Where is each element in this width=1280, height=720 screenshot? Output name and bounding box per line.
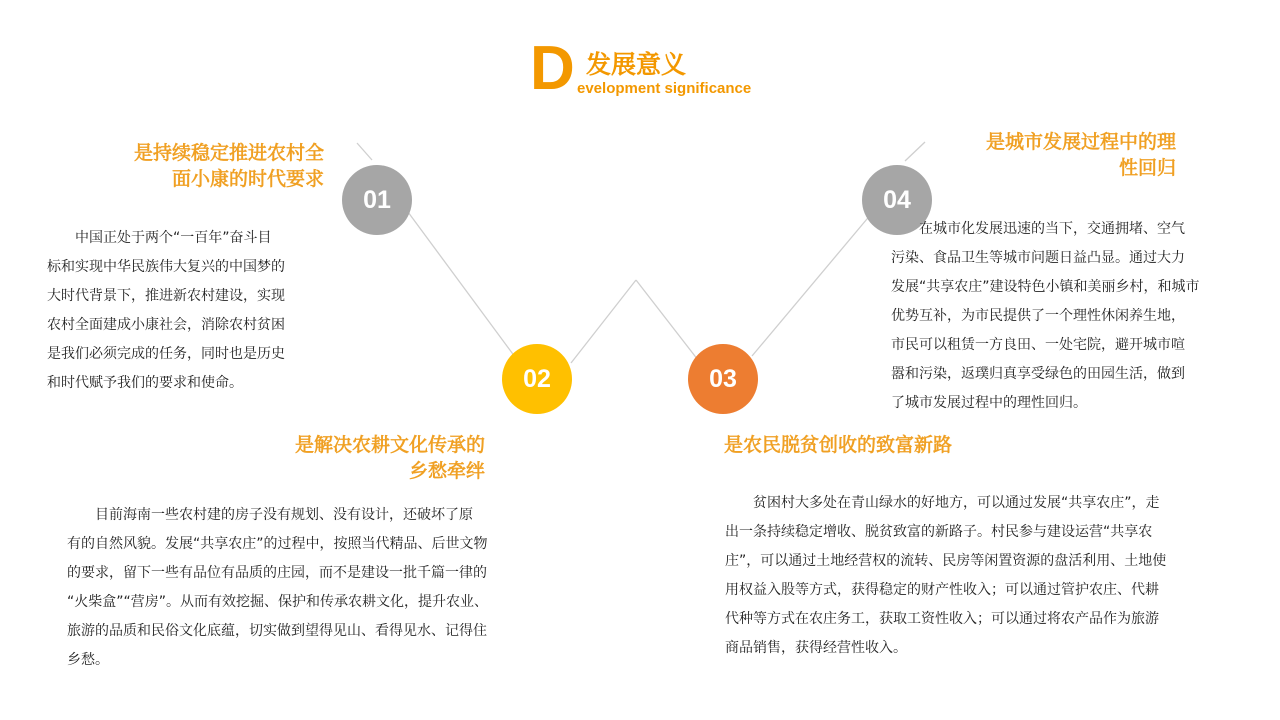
section-03-body [725, 489, 1166, 663]
logo-letter-d: D [530, 34, 575, 103]
page-subtitle: evelopment significance [577, 80, 752, 97]
section-02-title-line: 乡愁牵绊 [408, 460, 485, 482]
section-02-body [67, 501, 488, 675]
section-03-body-line: 用权益入股等方式，获得稳定的财产性收入；可以通过管护农庄、代耕 [725, 582, 1159, 598]
section-02-body-line: 有的自然风貌。发展“共享农庄”的过程中，按照当代精品、后世文物 [67, 536, 488, 552]
connector-line-top-right [905, 142, 925, 161]
section-01-title [94, 140, 324, 192]
section-04-body-line: 污染、食品卫生等城市问题日益凸显。通过大力 [891, 250, 1185, 266]
section-03-title [724, 432, 952, 458]
connector-line-02-peak [571, 280, 636, 363]
section-04-body-line: 在城市化发展迅速的当下，交通拥堵、空气 [891, 221, 1185, 237]
section-04-title-line: 性回归 [1118, 157, 1176, 179]
page-title: 发展意义 [586, 50, 687, 79]
section-03-body-line: 贫困村大多处在青山绿水的好地方，可以通过发展“共享农庄”，走 [725, 495, 1160, 511]
connector-line-top-left [357, 143, 372, 160]
section-01-body-line: 中国正处于两个“一百年”奋斗目 [47, 230, 272, 246]
section-03-body-line: 庄”，可以通过土地经营权的流转、民房等闲置资源的盘活利用、土地使 [725, 553, 1167, 569]
circle-01: 01 [342, 165, 412, 235]
section-04-title [946, 129, 1176, 181]
section-02-title-line: 是解决农耕文化传承的 [294, 434, 485, 456]
section-02-body-line: 目前海南一些农村建的房子没有规划、没有设计，还破坏了原 [67, 507, 473, 523]
section-01-body [47, 224, 285, 398]
connector-line-01-02 [408, 212, 518, 361]
section-03-body-line: 出一条持续稳定增收、脱贫致富的新路子。村民参与建设运营“共享农 [725, 524, 1153, 540]
section-02-body-line: 旅游的品质和民俗文化底蕴，切实做到望得见山、看得见水、记得住 [67, 623, 487, 639]
section-04-body-line: 了城市发展过程中的理性回归。 [891, 395, 1087, 411]
section-02-body-line: 的要求，留下一些有品位有品质的庄园，而不是建设一批千篇一律的 [67, 565, 487, 581]
section-01-body-line: 大时代背景下，推进新农村建设，实现 [47, 288, 285, 304]
section-02-body-line: 乡愁。 [67, 652, 109, 668]
section-01-title-line: 是持续稳定推进农村全 [133, 142, 324, 164]
section-01-body-line: 和时代赋予我们的要求和使命。 [47, 375, 243, 391]
section-04-body-line: 市民可以租赁一方良田、一处宅院，避开城市喧 [891, 337, 1185, 353]
section-01-body-line: 是我们必须完成的任务，同时也是历史 [47, 346, 285, 362]
section-01-body-line: 标和实现中华民族伟大复兴的中国梦的 [47, 259, 285, 275]
connector-line-03-04 [752, 213, 872, 356]
circle-03: 03 [688, 344, 758, 414]
section-02-title [255, 432, 485, 484]
section-04-body [891, 215, 1200, 418]
section-03-body-line: 代种等方式在农庄务工，获取工资性收入；可以通过将农产品作为旅游 [725, 611, 1159, 627]
circle-04: 04 [862, 165, 932, 235]
circle-02: 02 [502, 344, 572, 414]
section-04-body-line: 优势互补，为市民提供了一个理性休闲养生地， [891, 308, 1185, 324]
section-02-body-line: “火柴盒”“营房”。从而有效挖掘、保护和传承农耕文化，提升农业、 [67, 594, 489, 610]
section-03-body-line: 商品销售，获得经营性收入。 [725, 640, 907, 656]
section-01-body-line: 农村全面建成小康社会，消除农村贫困 [47, 317, 285, 333]
section-04-body-line: 发展“共享农庄”建设特色小镇和美丽乡村，和城市 [891, 279, 1200, 295]
section-04-title-line: 是城市发展过程中的理 [985, 131, 1176, 153]
section-01-title-line: 面小康的时代要求 [171, 168, 324, 190]
section-03-title-line: 是农民脱贫创收的致富新路 [724, 434, 953, 456]
connector-line-peak-03 [636, 280, 698, 360]
section-04-body-line: 嚣和污染，返璞归真享受绿色的田园生活，做到 [891, 366, 1185, 382]
